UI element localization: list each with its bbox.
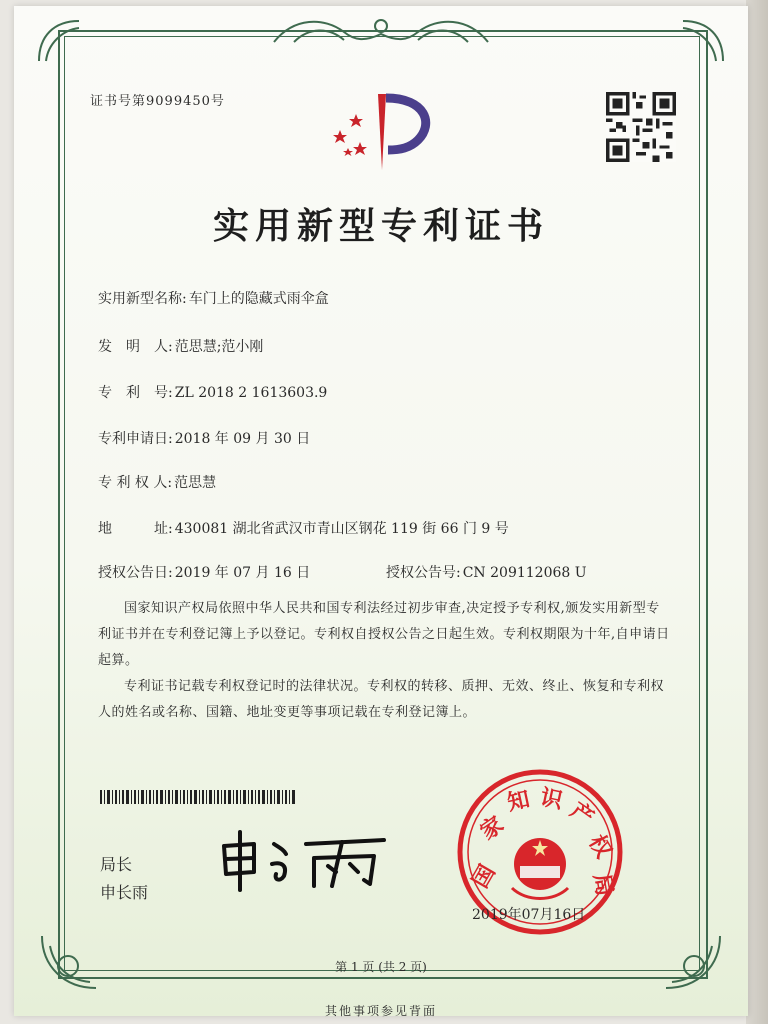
page-indicator: 第 1 页 (共 2 页)	[335, 960, 427, 974]
field-inventor	[98, 336, 263, 356]
field-label: 地 址:	[98, 521, 173, 537]
field-label: 专 利 号:	[98, 385, 173, 401]
svg-text:知: 知	[505, 786, 533, 817]
qr-code	[606, 92, 676, 162]
field-value: 2018 年 09 月 30 日	[174, 431, 311, 447]
field-grant-announcement-date	[98, 562, 310, 582]
field-patent-number	[98, 382, 327, 402]
svg-text:国: 国	[467, 860, 501, 893]
certificate-title: 实用新型专利证书	[212, 205, 549, 247]
corner-ornament-top-right	[678, 16, 728, 66]
statement-paragraph-2: 专利证书记载专利权登记时的法律状况。专利权的转移、质押、无效、终止、恢复和专利权人的姓名或名称、国籍、地址变更等事项记载在专利登记簿上。	[98, 679, 665, 720]
field-value: CN 209112068 U	[462, 565, 587, 581]
field-label: 发 明 人:	[98, 339, 173, 355]
certificate-paper	[14, 6, 748, 1016]
field-value: ZL 2018 2 1613603.9	[174, 385, 328, 401]
field-value: 车门上的隐藏式雨伞盒	[188, 291, 329, 307]
barcode	[100, 790, 296, 804]
field-value: 范思慧;范小刚	[174, 339, 264, 355]
field-address	[98, 518, 509, 538]
cnipa-logo	[326, 84, 446, 174]
director-title: 局长	[100, 855, 133, 874]
field-patentee	[98, 472, 216, 492]
seal-date: 2019年07月16日	[472, 907, 586, 923]
field-value: 2019 年 07 月 16 日	[174, 565, 311, 581]
corner-ornament-top-left	[34, 16, 84, 66]
top-ornament	[264, 12, 498, 52]
director-signature	[214, 824, 394, 894]
field-label: 授权公告号:	[386, 565, 461, 581]
field-label: 实用新型名称:	[98, 291, 187, 307]
statement-paragraph-1: 国家知识产权局依照中华人民共和国专利法经过初步审查,决定授予专利权,颁发实用新型专利证书并在专利登记簿上予以登记。专利权自授权公告之日起生效。专利权期限为十年,自申请日起算。	[98, 601, 670, 668]
field-model-name	[98, 288, 329, 308]
field-grant-announcement-number	[386, 562, 587, 582]
field-label: 授权公告日:	[98, 565, 173, 581]
director-name: 申长雨	[100, 883, 149, 902]
svg-text:权: 权	[583, 830, 617, 863]
background-edge	[746, 0, 768, 1024]
footer-note: 其他事项参见背面	[324, 1004, 437, 1018]
field-value: 范思慧	[174, 475, 217, 491]
svg-text:识: 识	[537, 784, 565, 815]
field-label: 专利申请日:	[98, 431, 173, 447]
svg-text:产: 产	[565, 797, 599, 832]
svg-text:家: 家	[475, 811, 509, 846]
field-application-date	[98, 428, 310, 448]
svg-text:局: 局	[588, 871, 618, 898]
certificate-number: 证书号第9099450号	[90, 94, 225, 109]
field-value: 430081 湖北省武汉市青山区钢花 119 街 66 门 9 号	[174, 521, 509, 537]
field-label: 专 利 权 人:	[98, 475, 173, 491]
